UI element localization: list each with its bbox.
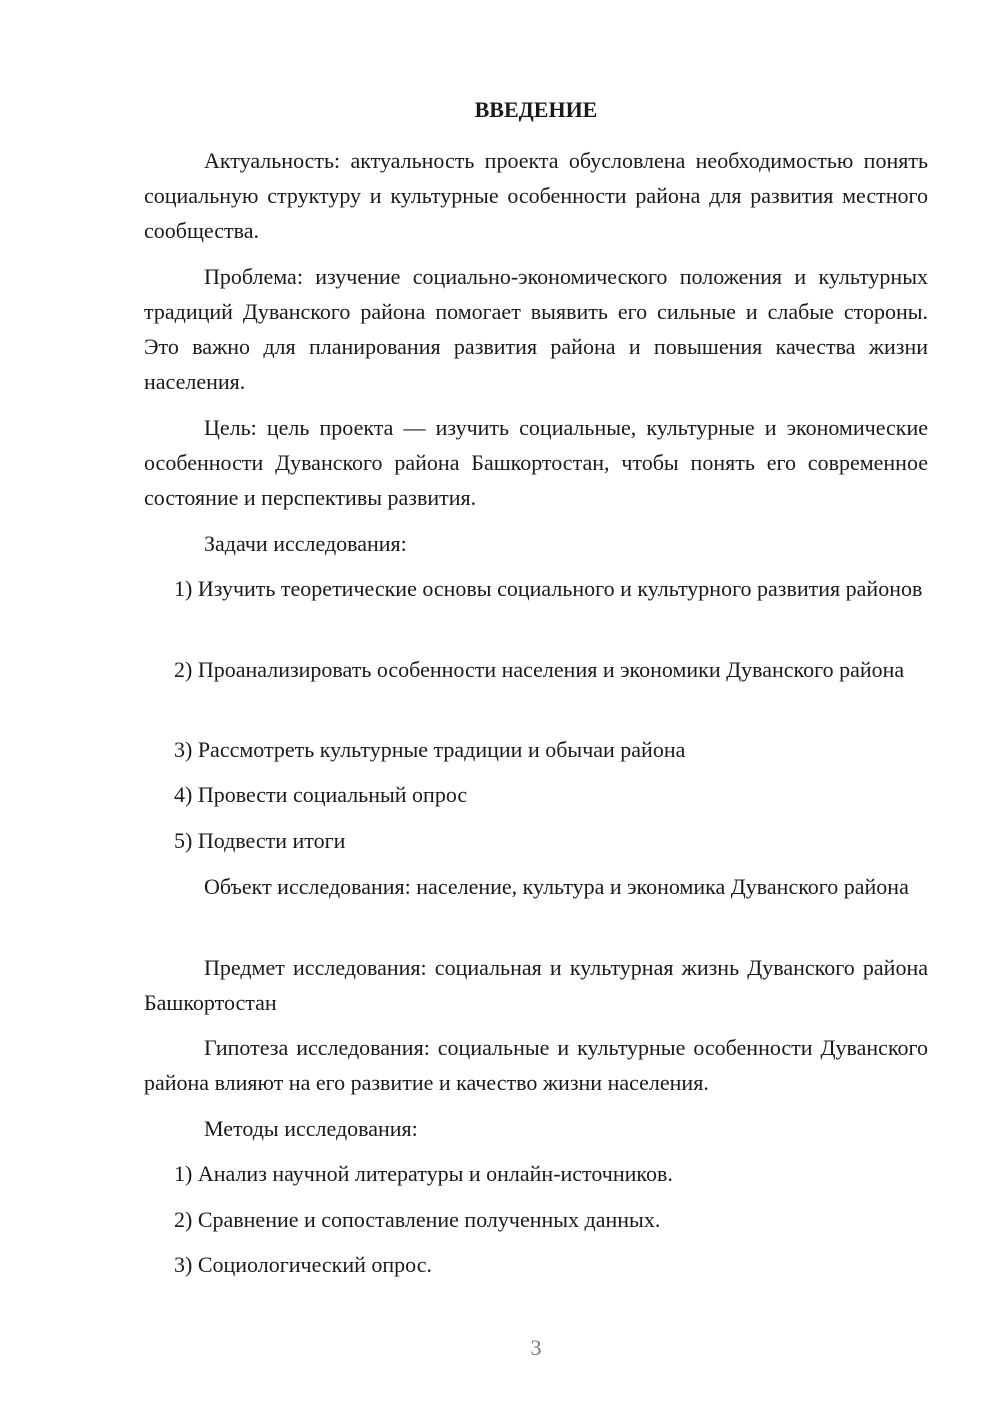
list-item-task-5: 5) Подвести итоги [174, 828, 346, 853]
page-title: ВВЕДЕНИЕ [474, 97, 598, 122]
list-item-method-1: 1) Анализ научной литературы и онлайн-источников. [174, 1161, 673, 1186]
paragraph-relevance: Актуальность: актуальность проекта обусловлена необходимостью понять социальную структуру и культурные особенности района для развития местного сообщества. [144, 148, 928, 243]
paragraph-object: Объект исследования: население, культура и экономика Дуванского района [204, 874, 909, 899]
paragraph-tasks-heading: Задачи исследования: [204, 531, 407, 556]
list-item-method-3: 3) Социологический опрос. [174, 1252, 432, 1277]
list-item-task-3: 3) Рассмотреть культурные традиции и обычаи района [174, 737, 686, 762]
list-item-method-2: 2) Сравнение и сопоставление полученных данных. [174, 1207, 661, 1232]
paragraph-methods-heading: Методы исследования: [204, 1116, 418, 1141]
paragraph-subject: Предмет исследования: социальная и культурная жизнь Дуванского района Башкортостан [144, 955, 928, 1015]
page-number: 3 [530, 1335, 542, 1360]
list-item-task-1: 1) Изучить теоретические основы социального и культурного развития районов [174, 576, 923, 601]
list-item-task-4: 4) Провести социальный опрос [174, 782, 468, 807]
paragraph-hypothesis: Гипотеза исследования: социальные и культурные особенности Дуванского района влияют на его развитие и качество жизни населения. [144, 1035, 928, 1095]
paragraph-problem: Проблема: изучение социально-экономического положения и культурных традиций Дуванского района помогает выявить его сильные и слабые стороны. Это важно для планирования развития района и повышения качества жизни населения. [144, 264, 928, 394]
paragraph-goal: Цель: цель проекта — изучить социальные, культурные и экономические особенности Дуванского района Башкортостан, чтобы понять его современное состояние и перспективы развития. [144, 415, 928, 510]
list-item-task-2: 2) Проанализировать особенности населения и экономики Дуванского района [174, 657, 905, 682]
